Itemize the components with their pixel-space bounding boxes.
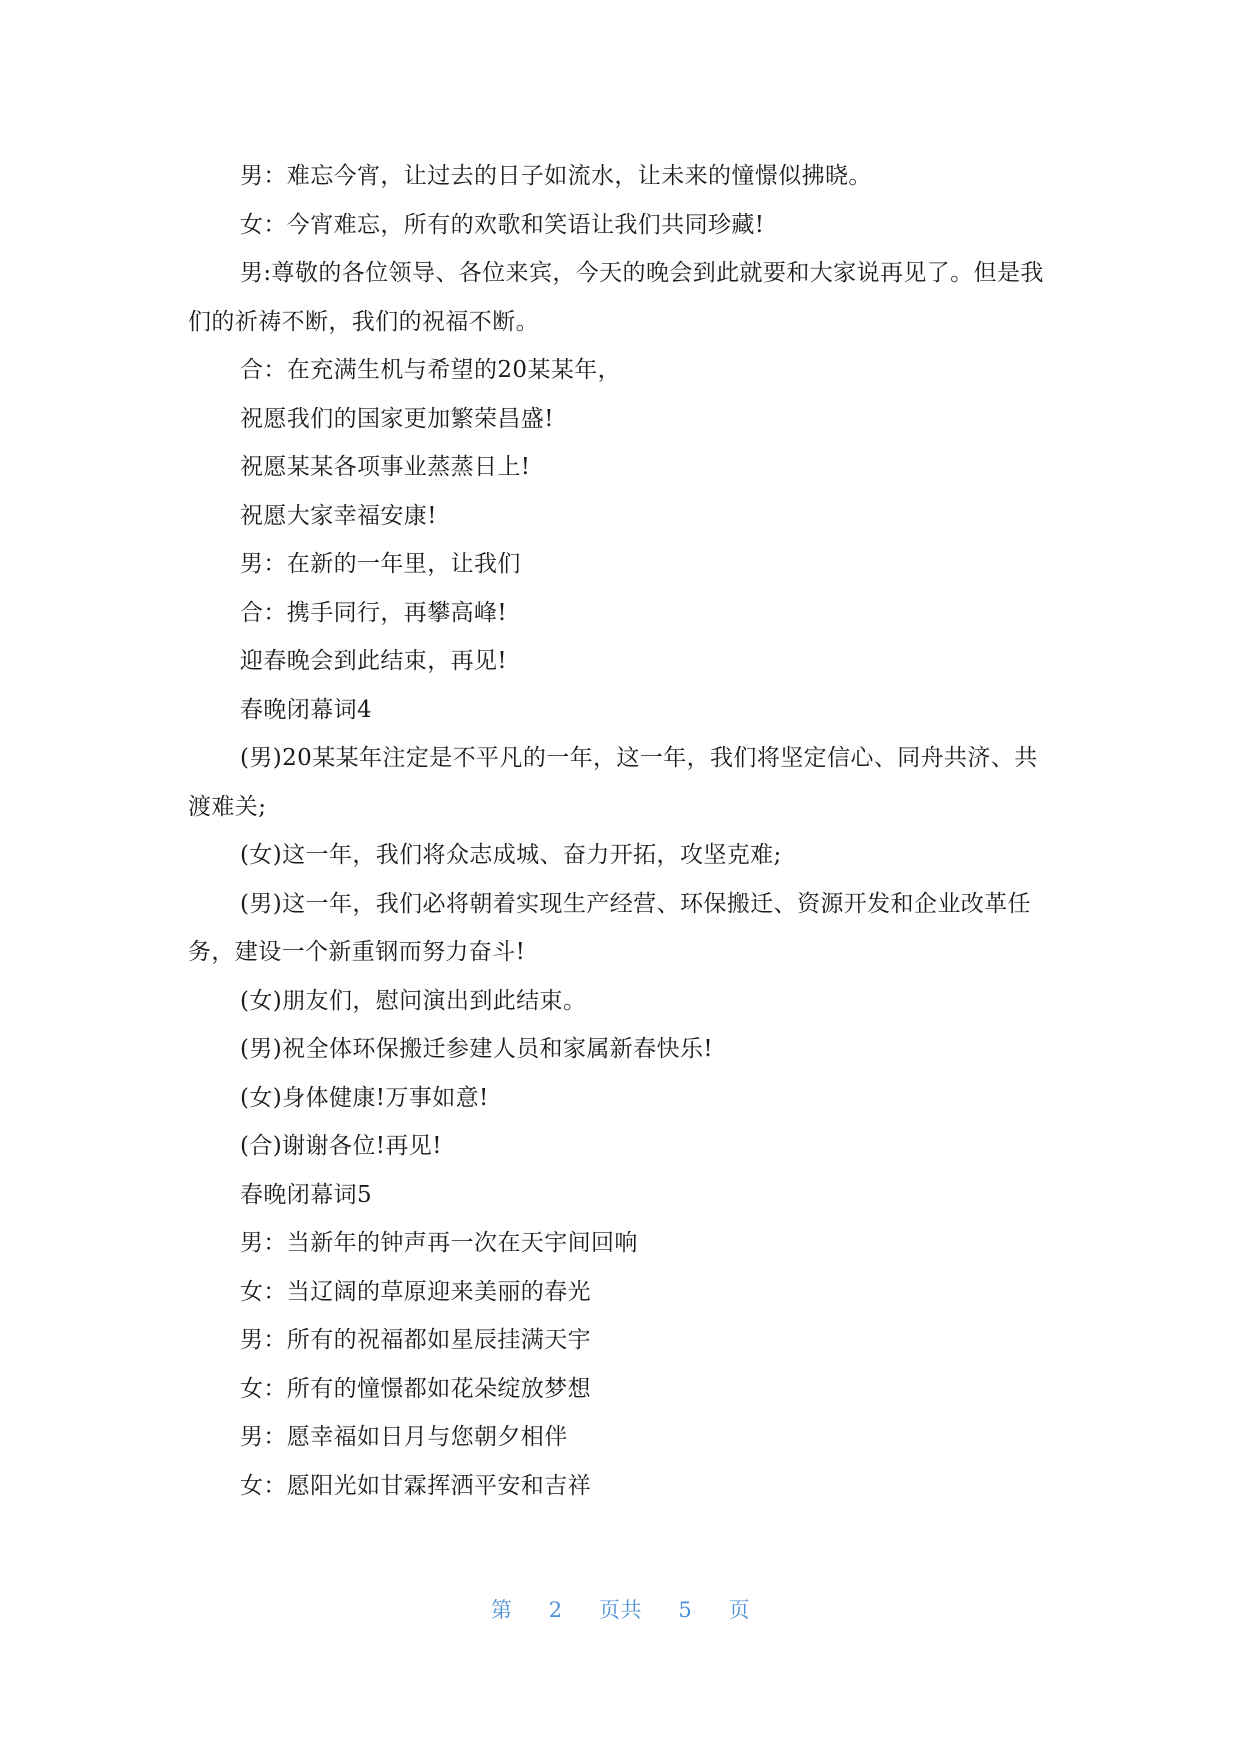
paragraph: (男)20某某年注定是不平凡的一年，这一年，我们将坚定信心、同舟共济、共渡难关; — [188, 745, 1038, 820]
paragraph: 女：当辽阔的草原迎来美丽的春光 — [240, 1278, 591, 1305]
paragraph: 合：携手同行，再攀高峰! — [240, 599, 508, 626]
paragraph: 男：难忘今宵，让过去的日子如流水，让未来的憧憬似拂晓。 — [240, 163, 872, 189]
paragraph: 女：今宵难忘，所有的欢歌和笑语让我们共同珍藏! — [240, 211, 765, 238]
footer-middle: 页共 — [599, 1598, 642, 1622]
paragraph: (女)朋友们，慰问演出到此结束。 — [240, 987, 587, 1014]
paragraph: 祝愿大家幸福安康! — [240, 502, 437, 529]
footer-total-pages: 5 — [678, 1598, 693, 1622]
paragraph: 女：所有的憧憬都如花朵绽放梦想 — [240, 1375, 591, 1402]
paragraph: 女：愿阳光如甘霖挥洒平安和吉祥 — [240, 1472, 591, 1499]
paragraph: 男：当新年的钟声再一次在天宇间回响 — [240, 1230, 638, 1256]
document-body — [188, 152, 1054, 1510]
paragraph: 合：在充满生机与希望的20某某年， — [240, 357, 622, 383]
section-heading: 春晚闭幕词5 — [240, 1181, 373, 1208]
paragraph: (男)祝全体环保搬迁参建人员和家属新春快乐! — [240, 1036, 713, 1062]
paragraph: (女)这一年，我们将众志成城、奋力开拓，攻坚克难; — [240, 842, 782, 868]
footer-suffix: 页 — [728, 1598, 751, 1622]
footer-prefix: 第 — [490, 1598, 513, 1622]
paragraph: 男：所有的祝福都如星辰挂满天宇 — [240, 1327, 591, 1353]
paragraph: (合)谢谢各位!再见! — [240, 1133, 442, 1159]
paragraph: 迎春晚会到此结束，再见! — [240, 648, 508, 674]
paragraph: 祝愿某某各项事业蒸蒸日上! — [240, 454, 531, 480]
section-heading: 春晚闭幕词4 — [240, 696, 373, 723]
paragraph: 男：愿幸福如日月与您朝夕相伴 — [240, 1424, 568, 1450]
page-footer — [0, 1594, 1241, 1624]
footer-current-page: 2 — [548, 1598, 563, 1622]
paragraph: 祝愿我们的国家更加繁荣昌盛! — [240, 405, 554, 432]
paragraph: 男:尊敬的各位领导、各位来宾，今天的晚会到此就要和大家说再见了。但是我们的祈祷不断，我们的祝福不断。 — [188, 260, 1044, 335]
paragraph: 男：在新的一年里，让我们 — [240, 551, 521, 577]
paragraph: (男)这一年，我们必将朝着实现生产经营、环保搬迁、资源开发和企业改革任务，建设一个新重钢而努力奋斗! — [188, 890, 1031, 965]
paragraph: (女)身体健康!万事如意! — [240, 1084, 489, 1111]
